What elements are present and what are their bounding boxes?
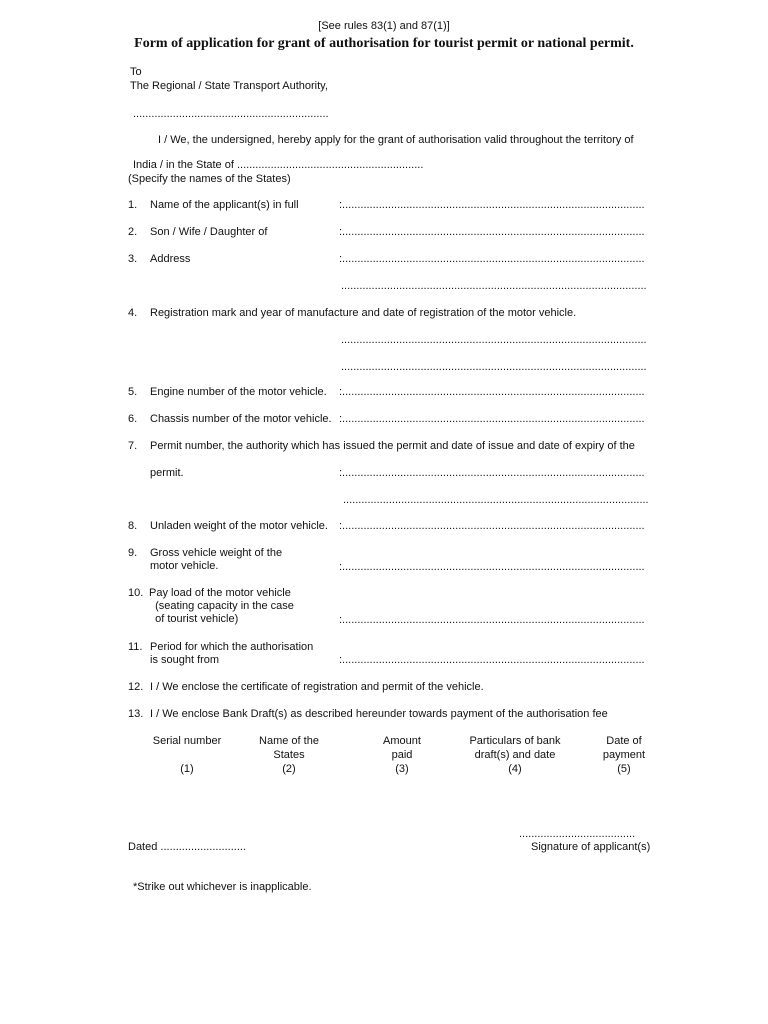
addressee-to: To [130,66,142,78]
item-number: 13. [128,708,144,720]
dated-field: Dated ............................ [128,841,246,853]
column-number-4: (4) [508,763,522,775]
fill-line-address: :................................................................................................... [339,253,645,265]
fill-line-gross-weight: :................................................................................................... [339,561,645,573]
item-label-bank-draft: I / We enclose Bank Draft(s) as described hereunder towards payment of the authorisation fee [150,708,608,720]
item-number: 2. [128,226,138,238]
column-header-date-of-payment: Date of payment [602,735,646,761]
fill-line-unladen-weight: :................................................................................................... [339,520,645,532]
column-number-3: (3) [395,763,409,775]
item-number: 3. [128,253,138,265]
item-number: 9. [128,547,138,559]
addressee-blank: ................................................................ [133,108,329,120]
item-label-permit-cont: permit. [150,467,184,479]
fill-line-pay-load: :................................................................................................... [339,614,645,626]
item-number: 4. [128,307,138,319]
column-header-bank-particulars: Particulars of bank draft(s) and date [469,735,561,761]
fill-line-registration-1: .................................................................................................... [341,334,647,346]
rules-reference: [See rules 83(1) and 87(1)] [318,20,450,32]
item-label-unladen-weight: Unladen weight of the motor vehicle. [150,520,328,532]
column-number-5: (5) [617,763,631,775]
item-label-gross-weight: Gross vehicle weight of the motor vehicle. [150,547,283,572]
strike-out-note: *Strike out whichever is inapplicable. [133,881,312,893]
fill-line-period: :................................................................................................... [339,654,645,666]
fill-line-address-2: .................................................................................................... [341,280,647,292]
item-label-applicant-name: Name of the applicant(s) in full [150,199,299,211]
column-number-1: (1) [180,763,194,775]
column-header-serial-number: Serial number [152,735,222,747]
item-number: 11. [128,641,143,653]
item-number: 7. [128,440,138,452]
item-number: 1. [128,199,138,211]
item-number: 6. [128,413,138,425]
item-label-pay-load: Pay load of the motor vehicle (seating capacity in the case of tourist vehicle) [149,587,294,625]
item-label-certificate: I / We enclose the certificate of registration and permit of the vehicle. [150,681,484,693]
form-title: Form of application for grant of authorisation for tourist permit or national permit. [134,36,634,51]
fill-line-applicant-name: :................................................................................................... [339,199,645,211]
fill-line-engine: :................................................................................................... [339,386,645,398]
column-number-2: (2) [282,763,296,775]
fill-line-permit: :................................................................................................... [339,467,645,479]
item-label-address: Address [150,253,191,265]
item-label-engine: Engine number of the motor vehicle. [150,386,327,398]
item-label-registration: Registration mark and year of manufacture and date of registration of the motor vehicle. [150,307,577,319]
item-label-chassis: Chassis number of the motor vehicle. [150,413,332,425]
fill-line-relation: :................................................................................................... [339,226,645,238]
item-label-period: Period for which the authorisation is sought from [150,641,314,666]
item-number: 5. [128,386,138,398]
intro-line-3: (Specify the names of the States) [128,173,291,185]
fill-line-permit-2: .................................................................................................... [343,494,649,506]
item-number: 12. [128,681,144,693]
item-label-relation: Son / Wife / Daughter of [150,226,268,238]
addressee-authority: The Regional / State Transport Authority, [130,80,328,92]
item-number: 10. [128,587,144,599]
item-number: 8. [128,520,138,532]
column-header-states: Name of the States [259,735,319,761]
intro-line-2: India / in the State of ............................................................. [133,159,424,171]
signature-line: ...................................... [519,828,636,840]
fill-line-chassis: :................................................................................................... [339,413,645,425]
fill-line-registration-2: .................................................................................................... [341,361,647,373]
item-label-permit: Permit number, the authority which has issued the permit and date of issue and date of expiry of the [150,440,635,452]
column-header-amount: Amount paid [383,735,421,761]
intro-line-1: I / We, the undersigned, hereby apply for the grant of authorisation valid throughout the territory of [158,134,634,146]
signature-label: Signature of applicant(s) [531,841,651,853]
